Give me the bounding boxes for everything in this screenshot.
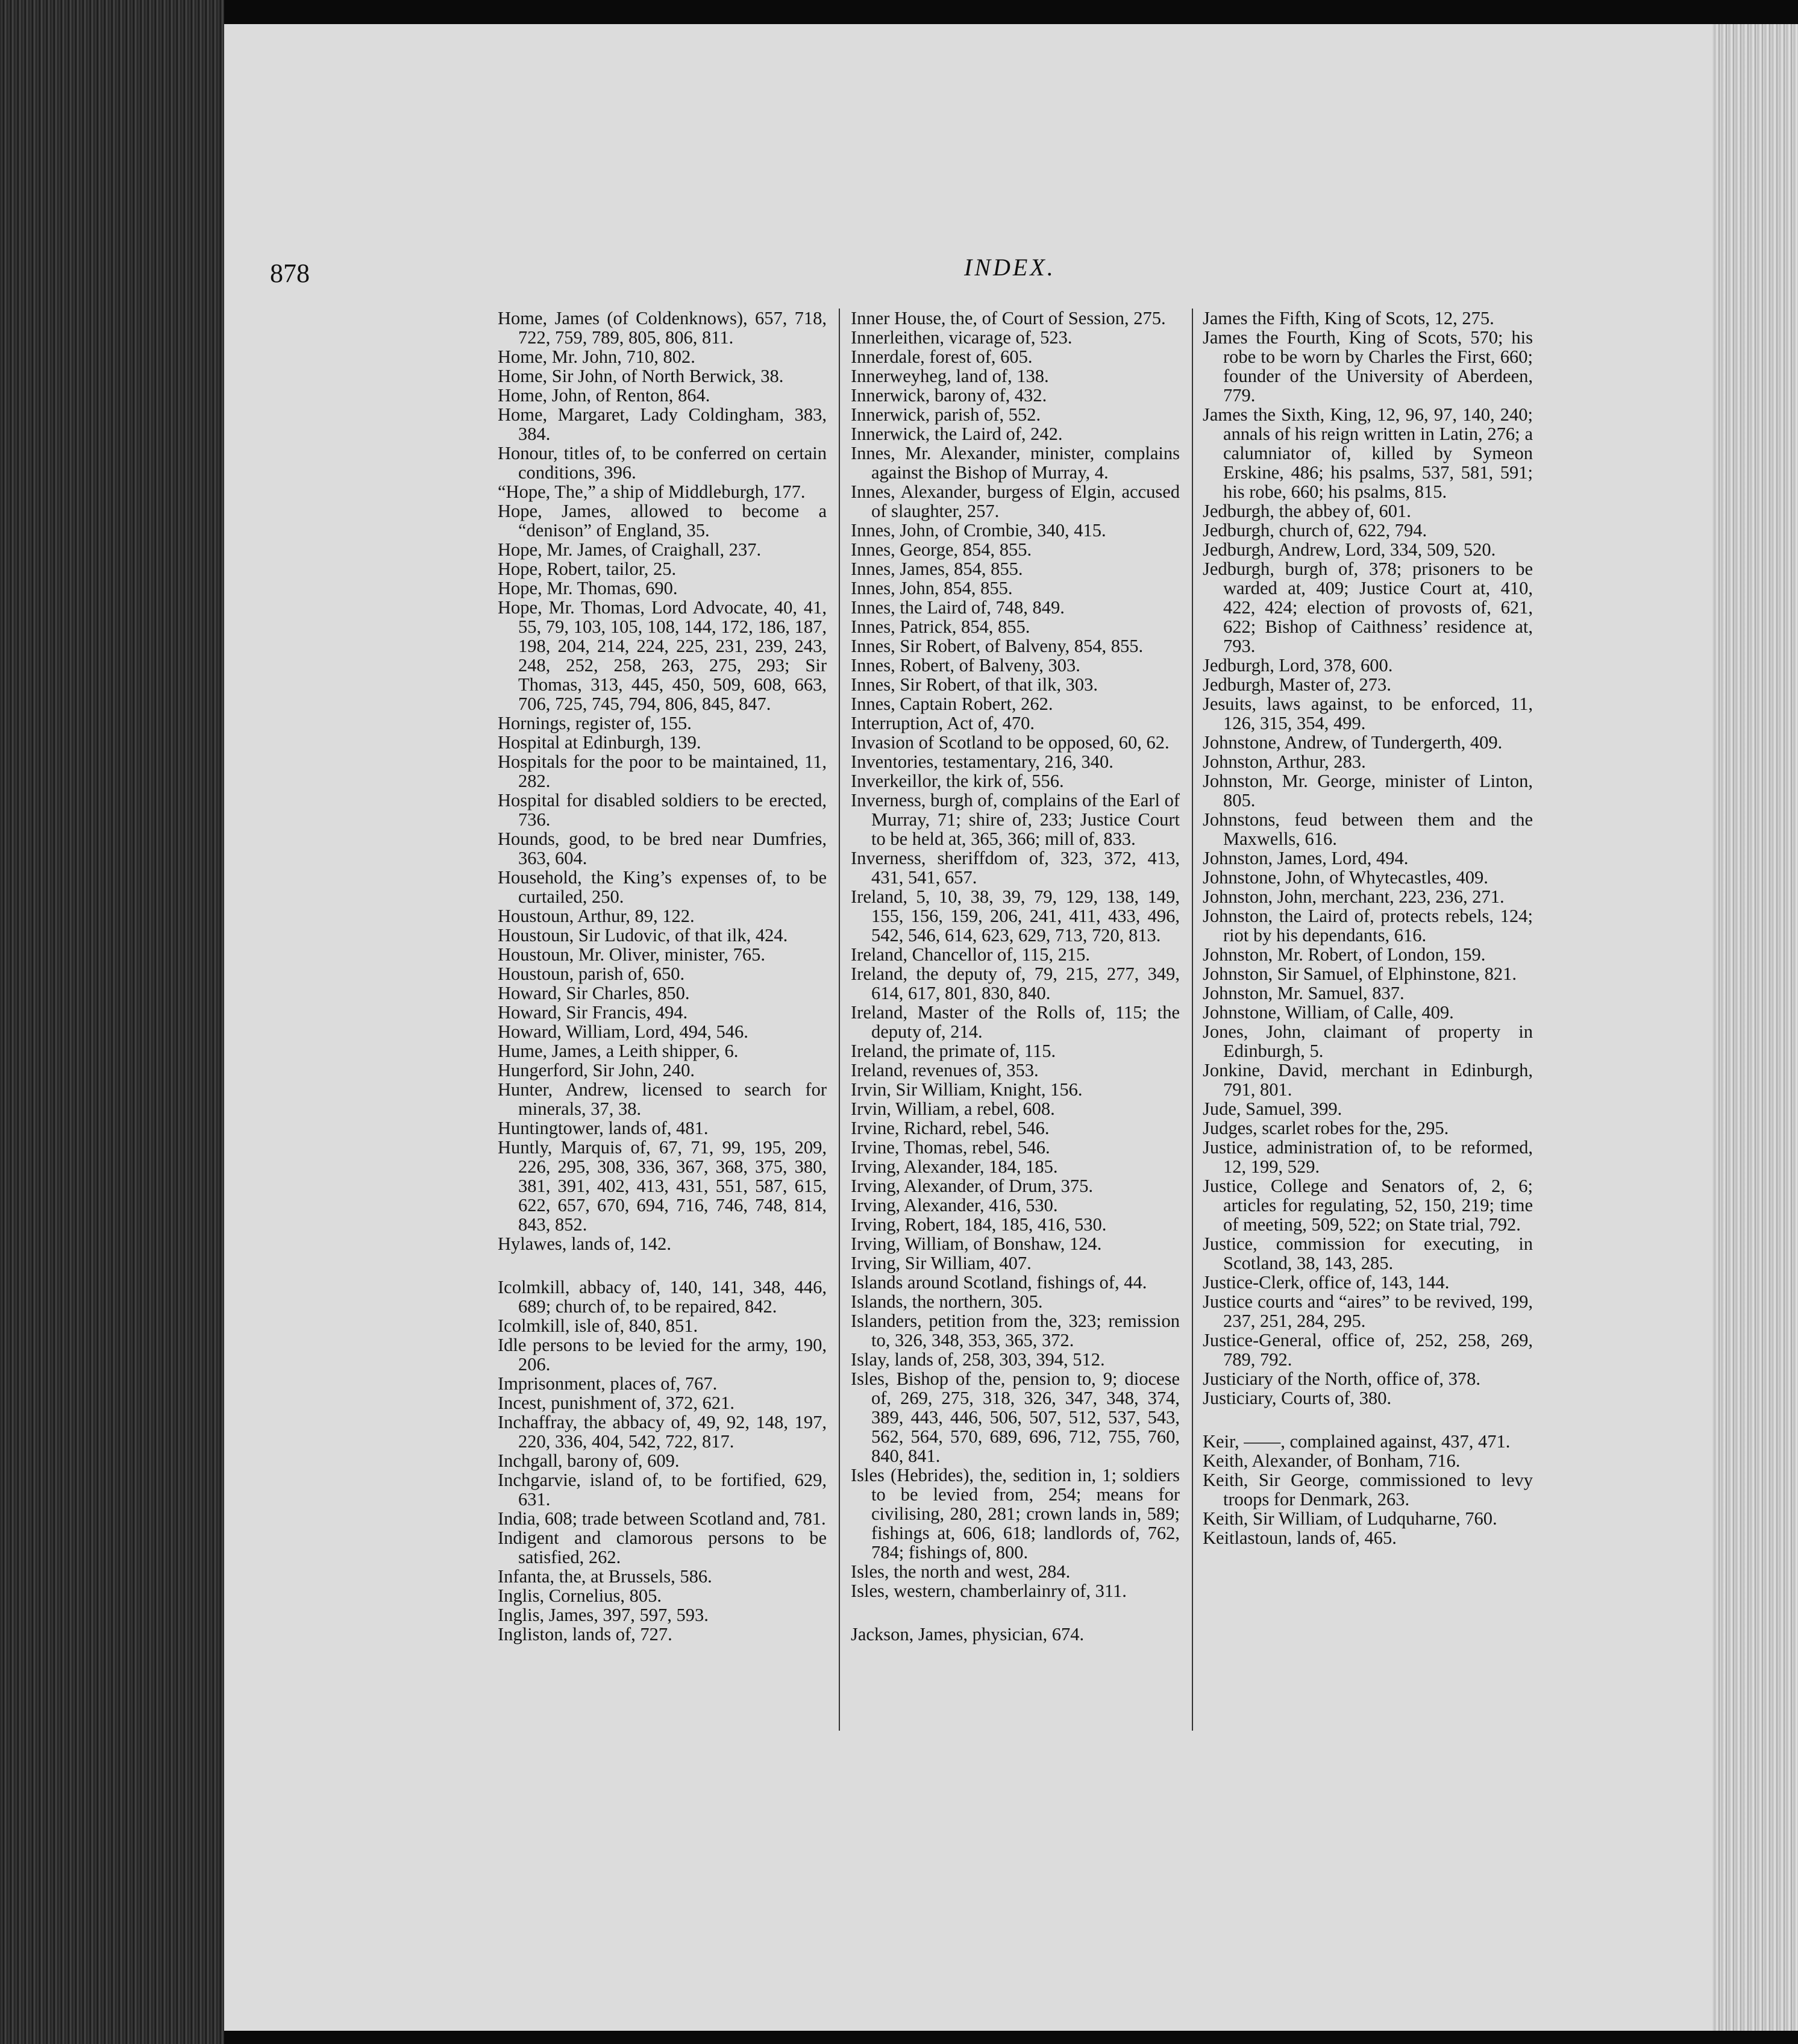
index-entry: Ireland, Chancellor of, 115, 215. bbox=[851, 944, 1090, 965]
index-entry: Infanta, the, at Brussels, 586. bbox=[498, 1566, 712, 1587]
index-entry: India, 608; trade between Scotland and, 781. bbox=[498, 1508, 826, 1529]
index-entry: Ireland, the primate of, 115. bbox=[851, 1041, 1056, 1061]
index-entry: Inglis, James, 397, 597, 593. bbox=[498, 1605, 709, 1625]
index-entry: Innes, George, 854, 855. bbox=[851, 539, 1032, 560]
index-entry: Ingliston, lands of, 727. bbox=[498, 1624, 672, 1644]
index-entry: Jude, Samuel, 399. bbox=[1203, 1099, 1342, 1119]
index-entry: Jedburgh, church of, 622, 794. bbox=[1203, 520, 1427, 541]
index-entry: Irving, Alexander, 184, 185. bbox=[851, 1156, 1058, 1177]
index-entry: Justiciary, Courts of, 380. bbox=[1203, 1388, 1392, 1408]
index-entry: Isles (Hebrides), the, sedition in, 1; soldiers to be levied from, 254; means for civilising, 280, 281; crown lands in, 589; fishings at, 606, 618; landlords of, 762, 784; fishings of, 800. bbox=[851, 1465, 1180, 1563]
index-entry: Keith, Sir William, of Ludquharne, 760. bbox=[1203, 1508, 1497, 1529]
index-entry: Keith, Sir George, commissioned to levy troops for Denmark, 263. bbox=[1203, 1470, 1533, 1509]
index-entry: Interruption, Act of, 470. bbox=[851, 713, 1035, 733]
index-entry: Huntingtower, lands of, 481. bbox=[498, 1118, 709, 1138]
index-entry: Home, Margaret, Lady Coldingham, 383, 384. bbox=[498, 404, 827, 444]
index-entry: Innes, Captain Robert, 262. bbox=[851, 694, 1053, 714]
index-entry: Idle persons to be levied for the army, 190, 206. bbox=[498, 1335, 827, 1375]
index-entry: Hope, Mr. Thomas, Lord Advocate, 40, 41, 55, 79, 103, 105, 108, 144, 172, 186, 187, 198, 204, 214, 224, 225, 231, 239, 243, 248, 252, 258, 263, 275, 293; Sir Thomas, 313, 445, 450, 509, 608, 663, 706, 725, 745, 794, 806, 845, 847. bbox=[498, 597, 827, 714]
index-entry: Hospital for disabled soldiers to be erected, 736. bbox=[498, 790, 827, 830]
index-entry: James the Sixth, King, 12, 96, 97, 140, 240; annals of his reign written in Latin, 276; a calumniator of, killed by Symeon Erskine, 486; his psalms, 537, 581, 591; his robe, 660; his psalms, 815. bbox=[1203, 404, 1533, 502]
index-entry: Houstoun, Sir Ludovic, of that ilk, 424. bbox=[498, 925, 788, 945]
index-entry: Justice, commission for executing, in Scotland, 38, 143, 285. bbox=[1203, 1234, 1533, 1273]
index-entry: Hornings, register of, 155. bbox=[498, 713, 692, 733]
index-entry: Johnstone, John, of Whytecastles, 409. bbox=[1203, 867, 1488, 888]
index-entry: Innerweyheg, land of, 138. bbox=[851, 366, 1049, 386]
index-entry: Hospitals for the poor to be maintained, 11, 282. bbox=[498, 751, 827, 791]
index-entry: Houstoun, Arthur, 89, 122. bbox=[498, 906, 695, 926]
index-entry: Inchgarvie, island of, to be fortified, 629, 631. bbox=[498, 1470, 827, 1509]
index-entry: Johnston, Sir Samuel, of Elphinstone, 821. bbox=[1203, 964, 1517, 984]
index-entry: Hume, James, a Leith shipper, 6. bbox=[498, 1041, 739, 1061]
index-entry: Innes, Mr. Alexander, minister, complains against the Bishop of Murray, 4. bbox=[851, 443, 1180, 483]
section-gap bbox=[1203, 1408, 1533, 1432]
index-entry: Howard, William, Lord, 494, 546. bbox=[498, 1021, 748, 1042]
index-entry: Jedburgh, Master of, 273. bbox=[1203, 674, 1391, 695]
index-entry: Irvine, Thomas, rebel, 546. bbox=[851, 1137, 1050, 1158]
index-entry: Irvin, William, a rebel, 608. bbox=[851, 1099, 1055, 1119]
index-entry: Ireland, the deputy of, 79, 215, 277, 349, 614, 617, 801, 830, 840. bbox=[851, 964, 1180, 1003]
index-entry: Ireland, revenues of, 353. bbox=[851, 1060, 1039, 1080]
index-entry: Home, John, of Renton, 864. bbox=[498, 385, 710, 406]
index-entry: Inverness, sheriffdom of, 323, 372, 413, 431, 541, 657. bbox=[851, 848, 1180, 888]
index-entry: Isles, Bishop of the, pension to, 9; diocese of, 269, 275, 318, 326, 347, 348, 374, 389, 443, 446, 506, 507, 512, 537, 543, 562, 564, 570, 689, 696, 712, 755, 760, 840, 841. bbox=[851, 1368, 1180, 1466]
section-gap bbox=[498, 1253, 827, 1278]
index-entry: Johnston, John, merchant, 223, 236, 271. bbox=[1203, 886, 1505, 907]
index-entry: Jedburgh, Andrew, Lord, 334, 509, 520. bbox=[1203, 539, 1496, 560]
index-entry: Home, James (of Coldenknows), 657, 718, 722, 759, 789, 805, 806, 811. bbox=[498, 308, 827, 348]
index-entry: Howard, Sir Francis, 494. bbox=[498, 1002, 688, 1023]
index-entry: Islay, lands of, 258, 303, 394, 512. bbox=[851, 1349, 1105, 1370]
index-entry: Home, Mr. John, 710, 802. bbox=[498, 346, 695, 367]
index-entry: Inventories, testamentary, 216, 340. bbox=[851, 751, 1114, 772]
index-entry: Johnstone, Andrew, of Tundergerth, 409. bbox=[1203, 732, 1503, 753]
index-entry: Jedburgh, burgh of, 378; prisoners to be warded at, 409; Justice Court at, 410, 422, 424; election of provosts of, 621, 622; Bishop of Caithness’ residence at, 793. bbox=[1203, 559, 1533, 656]
index-entry: Jackson, James, physician, 674. bbox=[851, 1624, 1085, 1644]
index-entry: Irving, Sir William, 407. bbox=[851, 1253, 1032, 1273]
index-entry: Innerwick, the Laird of, 242. bbox=[851, 424, 1063, 444]
index-entry: Johnston, Arthur, 283. bbox=[1203, 751, 1366, 772]
index-entry: Justice, College and Senators of, 2, 6; articles for regulating, 52, 150, 219; time of meeting, 509, 522; on State trial, 792. bbox=[1203, 1176, 1533, 1235]
column-rule bbox=[839, 309, 840, 1731]
index-entry: Johnston, James, Lord, 494. bbox=[1203, 848, 1409, 868]
index-entry: Jones, John, claimant of property in Edinburgh, 5. bbox=[1203, 1021, 1533, 1061]
index-entry: Ireland, 5, 10, 38, 39, 79, 129, 138, 149, 155, 156, 159, 206, 241, 411, 433, 496, 542, 546, 614, 623, 629, 713, 720, 813. bbox=[851, 886, 1180, 945]
page-number: 878 bbox=[270, 259, 310, 288]
index-entry: Icolmkill, isle of, 840, 851. bbox=[498, 1315, 698, 1336]
index-entry: Household, the King’s expenses of, to be curtailed, 250. bbox=[498, 867, 827, 907]
column-rule bbox=[1192, 309, 1193, 1731]
index-entry: Jesuits, laws against, to be enforced, 11, 126, 315, 354, 499. bbox=[1203, 694, 1533, 733]
index-entry: Justiciary of the North, office of, 378. bbox=[1203, 1368, 1481, 1389]
index-column-1 bbox=[498, 309, 827, 1644]
index-entry: Hungerford, Sir John, 240. bbox=[498, 1060, 695, 1080]
index-entry: Imprisonment, places of, 767. bbox=[498, 1373, 718, 1394]
index-entry: Innes, Patrick, 854, 855. bbox=[851, 616, 1030, 637]
index-entry: Johnstons, feud between them and the Maxwells, 616. bbox=[1203, 809, 1533, 849]
index-entry: Innes, James, 854, 855. bbox=[851, 559, 1023, 579]
index-entry: Isles, the north and west, 284. bbox=[851, 1561, 1071, 1582]
index-entry: Invasion of Scotland to be opposed, 60, 62. bbox=[851, 732, 1170, 753]
index-entry: Innes, John, of Crombie, 340, 415. bbox=[851, 520, 1106, 541]
index-entry: Home, Sir John, of North Berwick, 38. bbox=[498, 366, 784, 386]
index-entry: Justice-General, office of, 252, 258, 269, 789, 792. bbox=[1203, 1330, 1533, 1370]
index-column-2 bbox=[851, 309, 1180, 1644]
index-entry: Hospital at Edinburgh, 139. bbox=[498, 732, 701, 753]
index-entry: Innerleithen, vicarage of, 523. bbox=[851, 327, 1073, 348]
index-entry: Inchgall, barony of, 609. bbox=[498, 1450, 680, 1471]
index-entry: Irving, Robert, 184, 185, 416, 530. bbox=[851, 1214, 1107, 1235]
index-entry: Innerwick, parish of, 552. bbox=[851, 404, 1041, 425]
index-entry: Jonkine, David, merchant in Edinburgh, 791, 801. bbox=[1203, 1060, 1533, 1100]
index-entry: Johnston, Mr. Samuel, 837. bbox=[1203, 983, 1405, 1003]
index-entry: Hope, Mr. James, of Craighall, 237. bbox=[498, 539, 762, 560]
index-entry: Jedburgh, Lord, 378, 600. bbox=[1203, 655, 1393, 676]
index-entry: Islanders, petition from the, 323; remission to, 326, 348, 353, 365, 372. bbox=[851, 1311, 1180, 1350]
index-entry: Johnston, the Laird of, protects rebels, 124; riot by his dependants, 616. bbox=[1203, 906, 1533, 945]
index-entry: Inverkeillor, the kirk of, 556. bbox=[851, 771, 1064, 791]
index-entry: Hounds, good, to be bred near Dumfries, 363, 604. bbox=[498, 829, 827, 868]
index-entry: Innes, Sir Robert, of Balveny, 854, 855. bbox=[851, 636, 1144, 656]
index-column-3 bbox=[1203, 309, 1533, 1547]
index-entry: Irving, Alexander, 416, 530. bbox=[851, 1195, 1058, 1215]
index-entry: Hunter, Andrew, licensed to search for minerals, 37, 38. bbox=[498, 1079, 827, 1119]
section-gap bbox=[851, 1600, 1180, 1625]
running-head-title: INDEX. bbox=[964, 254, 1056, 281]
index-entry: Irving, William, of Bonshaw, 124. bbox=[851, 1234, 1102, 1254]
index-entry: Incest, punishment of, 372, 621. bbox=[498, 1393, 735, 1413]
index-entry: Houstoun, parish of, 650. bbox=[498, 964, 685, 984]
index-entry: Islands around Scotland, fishings of, 44. bbox=[851, 1272, 1147, 1293]
index-entry: Icolmkill, abbacy of, 140, 141, 348, 446, 689; church of, to be repaired, 842. bbox=[498, 1277, 827, 1317]
index-entry: Innes, Robert, of Balveny, 303. bbox=[851, 655, 1080, 676]
index-entry: Honour, titles of, to be conferred on certain conditions, 396. bbox=[498, 443, 827, 483]
index-entry: Howard, Sir Charles, 850. bbox=[498, 983, 690, 1003]
index-entry: Huntly, Marquis of, 67, 71, 99, 195, 209, 226, 295, 308, 336, 367, 368, 375, 380, 381, 391, 402, 413, 431, 551, 587, 615, 622, 657, 670, 694, 716, 746, 748, 814, 843, 852. bbox=[498, 1137, 827, 1235]
index-entry: Ireland, Master of the Rolls of, 115; the deputy of, 214. bbox=[851, 1002, 1180, 1042]
index-entry: Irvin, Sir William, Knight, 156. bbox=[851, 1079, 1083, 1100]
index-entry: Justice-Clerk, office of, 143, 144. bbox=[1203, 1272, 1450, 1293]
index-entry: Johnstone, William, of Calle, 409. bbox=[1203, 1002, 1454, 1023]
index-entry: Irving, Alexander, of Drum, 375. bbox=[851, 1176, 1093, 1196]
index-entry: Johnston, Mr. Robert, of London, 159. bbox=[1203, 944, 1486, 965]
index-entry: James the Fifth, King of Scots, 12, 275. bbox=[1203, 308, 1494, 328]
index-entry: Inchaffray, the abbacy of, 49, 92, 148, 197, 220, 336, 404, 542, 722, 817. bbox=[498, 1412, 827, 1452]
index-entry: Jedburgh, the abbey of, 601. bbox=[1203, 501, 1411, 521]
index-entry: Isles, western, chamberlainry of, 311. bbox=[851, 1581, 1127, 1601]
index-entry: Keith, Alexander, of Bonham, 716. bbox=[1203, 1450, 1461, 1471]
index-entry: Judges, scarlet robes for the, 295. bbox=[1203, 1118, 1449, 1138]
index-entry: Innerwick, barony of, 432. bbox=[851, 385, 1047, 406]
index-entry: Islands, the northern, 305. bbox=[851, 1291, 1043, 1312]
index-entry: Houstoun, Mr. Oliver, minister, 765. bbox=[498, 944, 766, 965]
index-entry: Innerdale, forest of, 605. bbox=[851, 346, 1033, 367]
index-entry: Johnston, Mr. George, minister of Linton, 805. bbox=[1203, 771, 1533, 810]
index-entry: Irvine, Richard, rebel, 546. bbox=[851, 1118, 1050, 1138]
index-entry: “Hope, The,” a ship of Middleburgh, 177. bbox=[498, 481, 806, 502]
index-entry: Innes, the Laird of, 748, 849. bbox=[851, 597, 1065, 618]
index-entry: Hope, Mr. Thomas, 690. bbox=[498, 578, 678, 598]
index-entry: Justice courts and “aires” to be revived, 199, 237, 251, 284, 295. bbox=[1203, 1291, 1533, 1331]
index-entry: Keitlastoun, lands of, 465. bbox=[1203, 1528, 1397, 1548]
index-entry: Inglis, Cornelius, 805. bbox=[498, 1585, 662, 1606]
index-entry: Innes, Alexander, burgess of Elgin, accused of slaughter, 257. bbox=[851, 481, 1180, 521]
index-entry: James the Fourth, King of Scots, 570; his robe to be worn by Charles the First, 660; founder of the University of Aberdeen, 779. bbox=[1203, 327, 1533, 406]
index-entry: Inner House, the, of Court of Session, 275. bbox=[851, 308, 1166, 328]
index-entry: Innes, John, 854, 855. bbox=[851, 578, 1013, 598]
index-entry: Justice, administration of, to be reformed, 12, 199, 529. bbox=[1203, 1137, 1533, 1177]
index-entry: Hope, James, allowed to become a “denison” of England, 35. bbox=[498, 501, 827, 541]
index-entry: Indigent and clamorous persons to be satisfied, 262. bbox=[498, 1528, 827, 1567]
facing-page-edge bbox=[1712, 24, 1798, 2031]
book-page-edges bbox=[0, 0, 224, 2044]
index-entry: Keir, ——, complained against, 437, 471. bbox=[1203, 1431, 1511, 1452]
index-entry: Hope, Robert, tailor, 25. bbox=[498, 559, 677, 579]
index-entry: Hylawes, lands of, 142. bbox=[498, 1234, 672, 1254]
index-entry: Inverness, burgh of, complains of the Earl of Murray, 71; shire of, 233; Justice Court to be held at, 365, 366; mill of, 833. bbox=[851, 790, 1180, 849]
index-entry: Innes, Sir Robert, of that ilk, 303. bbox=[851, 674, 1098, 695]
